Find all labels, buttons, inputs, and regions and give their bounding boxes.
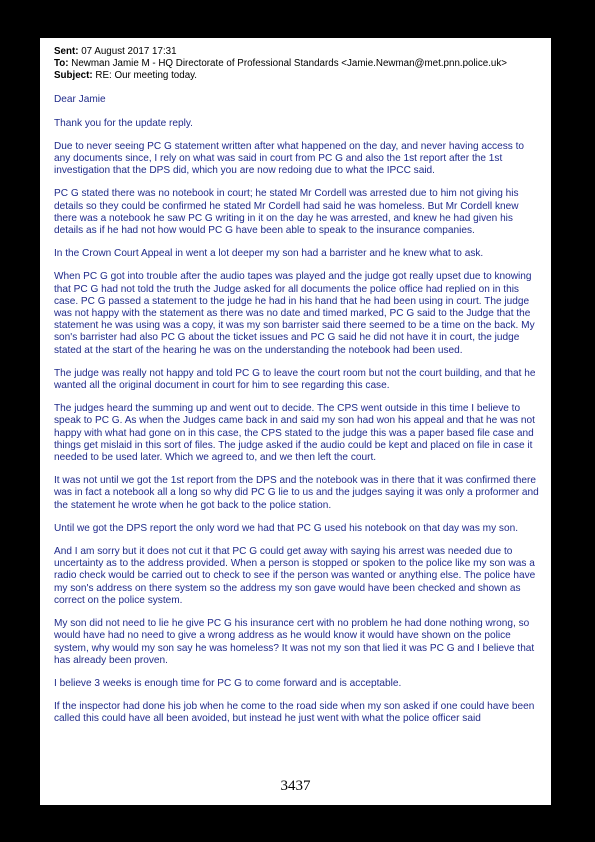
subject-line: Subject: RE: Our meeting today.	[54, 69, 198, 81]
email-content	[54, 46, 540, 737]
paragraph: PC G stated there was no notebook in court; he stated Mr Cordell was arrested due to him not giving his details so they could be confirmed he stated Mr Cordell had said he was homeless. But Mr Cordell knew there was a notebook he saw PC G writing in it on the day he was arrested, and knew he had given his details as if he had not how would PC G have been able to speak to the insurance companies.	[54, 188, 519, 237]
paragraph: Thank you for the update reply.	[54, 117, 193, 129]
paragraph: Until we got the DPS report the only word we had that PC G used his notebook on that day was my son.	[54, 522, 519, 534]
paragraph: The judges heard the summing up and went out to decide. The CPS went outside in this time I believe to speak to PC G. As when the Judges came back in and said my son had won his appeal and that he was not happy with what had gone on in this case, the CPS stated to the judge this was a paper based file case and things get mislaid in this sort of files. The judge asked if the audio could be kept and placed on file in case it needed to be used later. Which we agreed to, and we then left the court.	[54, 403, 535, 464]
paragraph: My son did not need to lie he give PC G his insurance cert with no problem he had done nothing wrong, so would have had no need to give a wrong address as he would know it would have shown on the police system, why would my son say he was homeless? It was not my son that lied it was PC G and I believe that has already been proven.	[54, 618, 535, 666]
paragraph: The judge was really not happy and told PC G to leave the court room but not the court building, and that he wanted all the original document in court for him to see regarding this case.	[54, 367, 536, 392]
greeting: Dear Jamie	[54, 94, 106, 106]
paragraph: It was not until we got the 1st report from the DPS and the notebook was in there that it was confirmed there was in fact a notebook all a long so why did PC G lie to us and the judges saying it was only a proformer and the statement he wrote when he got back to the police station.	[54, 475, 539, 511]
to-value: Newman Jamie M - HQ Directorate of Professional Standards <Jamie.Newman@met.pnn.police.uk>	[71, 57, 507, 69]
paragraph: Due to never seeing PC G statement written after what happened on the day, and never having access to any documents since, I rely on what was said in court from PC G and also the 1st report after the 1st investigation that the DPS did, which you are now redoing due to what the IPCC said.	[54, 140, 525, 177]
sent-value: 07 August 2017 17:31	[81, 46, 177, 57]
paragraph: And I am sorry but it does not cut it that PC G could get away with saying his arrest was needed due to uncertainty as to the address provided. When a person is stopped or spoken to the police like my son was a radio check would be carried out to check to see if the person was wanted or anything else. The police have my son's address on there system so the address my son gave would have been checked and shown as correct on the police system.	[54, 546, 536, 606]
to-line: To: Newman Jamie M - HQ Directorate of Professional Standards <Jamie.Newman@met.pnn.police.uk>	[54, 57, 507, 69]
document-page	[40, 38, 551, 805]
paragraph: In the Crown Court Appeal in went a lot deeper my son had a barrister and he knew what to ask.	[54, 248, 484, 260]
subject-value: RE: Our meeting today.	[95, 69, 198, 81]
sent-line: Sent: 07 August 2017 17:31	[54, 46, 177, 57]
page-number: 3437	[280, 778, 311, 794]
paragraph: When PC G got into trouble after the audio tapes was played and the judge got really upset due to knowing that PC G had not told the truth the Judge asked for all documents the police office had replied on in this case. PC G passed a statement to the judge he had in his hand that he had been using in court. The judge was not happy with the statement as there was no date and timed marked, PC G said to the Judge that the statement he was using was a copy, it was my son barrister said there seemed to be a time on the back. My son's barrister had also PC G about the ticket issues and PC G said he did not have it in court, the judge stated at the start of the hearing he was on the understanding the notebook had been used.	[54, 271, 535, 356]
paragraph: I believe 3 weeks is enough time for PC G to come forward and is acceptable.	[54, 677, 402, 689]
paragraph: If the inspector had done his job when he come to the road side when my son asked if one could have been called this could have all been avoided, but instead he just went with what the police officer said	[54, 701, 535, 725]
